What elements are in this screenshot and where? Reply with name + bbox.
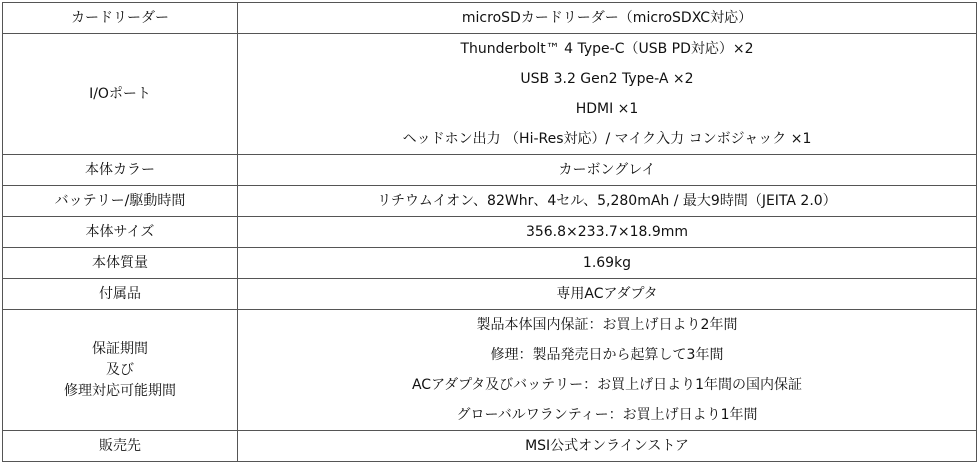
- spec-row: [3, 248, 977, 279]
- spec-label-cell: [3, 34, 238, 155]
- spec-value: microSDカードリーダー（microSDXC対応）: [461, 10, 753, 26]
- spec-label: 及び: [106, 361, 134, 378]
- spec-row: [3, 217, 977, 248]
- spec-label-cell: [3, 310, 238, 431]
- spec-value: ACアダプタ及びバッテリー：お買上げ日より1年間の国内保証: [411, 377, 803, 393]
- spec-row: [3, 3, 977, 34]
- spec-label: 保証期間: [92, 340, 148, 357]
- spec-label: I/Oポート: [89, 86, 151, 102]
- spec-label: 修理対応可能期間: [64, 382, 176, 399]
- spec-table: [2, 2, 977, 462]
- spec-label-cell: [3, 248, 238, 279]
- spec-row: [3, 431, 977, 462]
- spec-label-cell: [3, 431, 238, 462]
- spec-value: USB 3.2 Gen2 Type-A ×2: [520, 71, 694, 87]
- spec-value: 1.69kg: [582, 255, 632, 271]
- spec-label-cell: [3, 3, 238, 34]
- spec-label: バッテリー/駆動時間: [54, 193, 186, 209]
- spec-label-cell: [3, 155, 238, 186]
- spec-label: 販売先: [99, 438, 141, 454]
- spec-value: HDMI ×1: [575, 101, 639, 117]
- spec-value: ヘッドホン出力 （Hi-Res対応）/ マイク入力 コンボジャック ×1: [402, 131, 812, 147]
- spec-row: [3, 279, 977, 310]
- spec-row: [3, 34, 977, 155]
- spec-table-body: [3, 3, 977, 462]
- spec-value-cell: [238, 155, 977, 186]
- spec-value: MSI公式オンラインストア: [525, 438, 689, 454]
- spec-value: 修理：製品発売日から起算して3年間: [490, 347, 724, 363]
- spec-value-cell: [238, 3, 977, 34]
- spec-value: 専用ACアダプタ: [556, 286, 658, 302]
- spec-row: [3, 310, 977, 431]
- spec-label-cell: [3, 186, 238, 217]
- spec-row: [3, 155, 977, 186]
- spec-value-cell: [238, 310, 977, 431]
- spec-label: 本体サイズ: [85, 224, 155, 240]
- spec-row: [3, 186, 977, 217]
- spec-label-cell: [3, 217, 238, 248]
- spec-label: 本体カラー: [85, 162, 155, 178]
- spec-value-cell: [238, 34, 977, 155]
- spec-value: Thunderbolt™ 4 Type-C（USB PD対応）×2: [460, 41, 754, 57]
- spec-value: 製品本体国内保証：お買上げ日より2年間: [476, 317, 738, 333]
- spec-value-cell: [238, 279, 977, 310]
- spec-label: 付属品: [99, 286, 141, 302]
- spec-label: カードリーダー: [71, 10, 169, 26]
- spec-value: カーボングレイ: [558, 162, 656, 178]
- spec-value: グローバルワランティー：お買上げ日より1年間: [456, 407, 758, 423]
- spec-value-cell: [238, 248, 977, 279]
- spec-value-cell: [238, 431, 977, 462]
- spec-value-cell: [238, 217, 977, 248]
- spec-value-cell: [238, 186, 977, 217]
- spec-value: リチウムイオン、82Whr、4セル、5,280mAh / 最大9時間（JEITA 2.0）: [377, 193, 837, 209]
- spec-value: 356.8×233.7×18.9mm: [525, 224, 689, 240]
- spec-label: 本体質量: [92, 255, 148, 271]
- spec-label-cell: [3, 279, 238, 310]
